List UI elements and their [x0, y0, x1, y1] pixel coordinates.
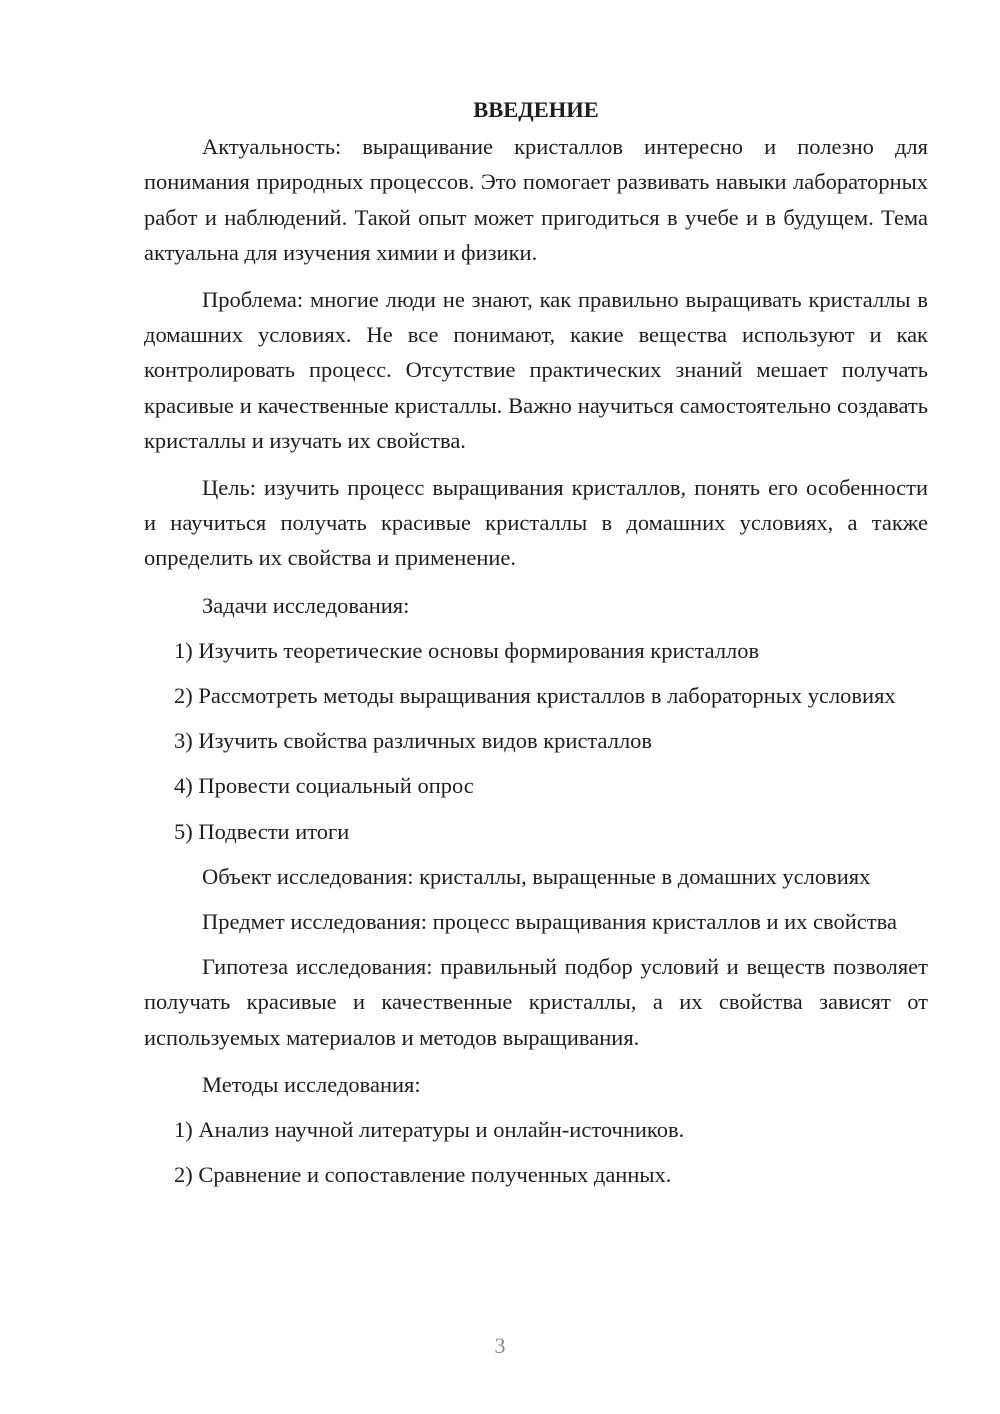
document-body — [144, 92, 928, 1192]
task-item-4: 4) Провести социальный опрос — [174, 773, 474, 799]
method-item-1: 1) Анализ научной литературы и онлайн-источников. — [174, 1117, 685, 1143]
paragraph-relevance: Актуальность: выращивание кристаллов интересно и полезно для понимания природных процессов. Это помогает развивать навыки лабораторных работ и наблюдений. Такой опыт может пригодиться в учебе и в будущем. Тема актуальна для изучения химии и физики. — [144, 134, 928, 265]
methods-heading: Методы исследования: — [202, 1071, 421, 1097]
section-title: ВВЕДЕНИЕ — [473, 97, 599, 122]
task-item-5: 5) Подвести итоги — [174, 818, 350, 844]
task-item-1: 1) Изучить теоретические основы формирования кристаллов — [174, 637, 760, 663]
tasks-heading: Задачи исследования: — [202, 592, 410, 618]
task-item-2: 2) Рассмотреть методы выращивания кристаллов в лабораторных условиях — [174, 683, 896, 709]
method-item-2: 2) Сравнение и сопоставление полученных данных. — [174, 1162, 672, 1188]
task-item-3: 3) Изучить свойства различных видов кристаллов — [174, 728, 653, 754]
paragraph-subject: Предмет исследования: процесс выращивания кристаллов и их свойства — [202, 909, 897, 935]
paragraph-hypothesis: Гипотеза исследования: правильный подбор условий и веществ позволяет получать красивые и качественные кристаллы, а их свойства зависят от используемых материалов и методов выращивания. — [144, 954, 928, 1050]
paragraph-object: Объект исследования: кристаллы, выращенные в домашних условиях — [202, 863, 871, 889]
page-number: 3 — [494, 1333, 506, 1358]
paragraph-goal: Цель: изучить процесс выращивания кристаллов, понять его особенности и научиться получать красивые кристаллы в домашних условиях, а также определить их свойства и применение. — [144, 475, 928, 571]
paragraph-problem: Проблема: многие люди не знают, как правильно выращивать кристаллы в домашних условиях. Не все понимают, какие вещества используют и как контролировать процесс. Отсутствие практических знаний мешает получать красивые и качественные кристаллы. Важно научиться самостоятельно создавать кристаллы и изучать их свойства. — [144, 287, 928, 453]
